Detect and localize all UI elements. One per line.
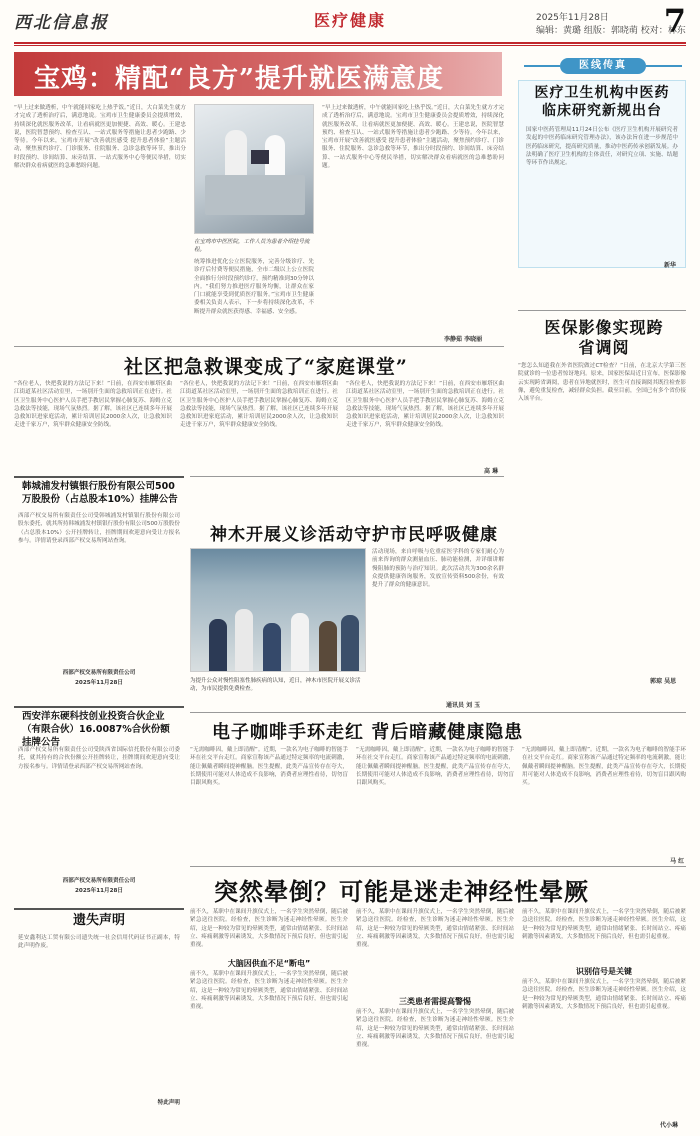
divider (14, 346, 504, 347)
story4-body-col3: “无需咖啡因，戴上即清醒”。近期，一款名为电子咖啡的智能手环在社交平台走红。商家宣称该产品通过特定频率的电流刺激，能让佩戴者瞬间提神醒脑。医生提醒，此类产品宣传存在夸大，长期使用可能对人体造成不良影响，消费者应理性看待，切勿盲目跟风购买。 (522, 747, 686, 787)
right-body-1: 国家中医药管理局11月24日公布《医疗卫生机构开展研究者发起的中医药临床研究管理办法》，该办法旨在进一步规范中医药临床研究，提高研究质量，推动中医药传承创新发展。办法明确了医疗卫生机构的主体责任，对研究立项、实施、结题等环节作出规定。 (526, 127, 678, 167)
story5-body-col2b: 前不久，某职中在课间升旗仪式上，一名学生突然晕倒，随后被紧急送往医院。经检查，医生诊断为迷走神经性晕厥。医生介绍，这是一种较为常见的晕厥类型，通常由情绪紧张、长时间站立、疼痛刺激等因素诱发，大多数情况下预后良好，但也需引起重视。 (356, 1009, 514, 1049)
photo-figure (235, 609, 253, 671)
story2-body-col1: “各位老人，快把我说的方法记下来！”日前，在西安市雁塔区曲江街道某社区活动室里，一场别开生面的急救培训正在进行。社区卫生服务中心医护人员手把手教居民掌握心肺复苏、海姆立克急救法等技能，现场气氛热烈。据了解，该社区已连续多年开展急救知识进家庭活动，累计培训居民2000余人次，让急救知识走进千家万户，筑牢群众健康安全防线。 (14, 381, 172, 429)
newspaper-logo: 西北信息报 (14, 13, 109, 33)
lead-byline: 李静茹 李晓丽 (444, 336, 483, 343)
notice-3-signature: 特此声明 (157, 1100, 180, 1106)
lead-body-col3: “早上过来做透析，中午就能回家吃上热乎饭。”近日，大白菜先生就方才完成了透析治疗后，满意地说。宝鸡市卫生健康委员会提质增效，持续深化就医服务改革，让看病就医更加便捷、高效、暖心。王建忠说，医院智慧预约、检查互认、一站式服务等措施让患者少跑路、少等待。今年以来，宝鸡市开展“改善就医感受 提升患者体验”主题活动，聚焦预约诊疗、门诊服务、住院服务、急诊急救等环节，推出分时段预约、诊间结算、床旁结算、一站式服务中心等便民举措，切实解决群众看病就医的急难愁盼问题。 (322, 105, 504, 170)
right-headline-1: 医疗卫生机构中医药临床研究新规出台 (534, 85, 670, 119)
story2-body-col2: “各位老人，快把我说的方法记下来！”日前，在西安市雁塔区曲江街道某社区活动室里，一场别开生面的急救培训正在进行。社区卫生服务中心医护人员手把手教居民掌握心肺复苏、海姆立克急救法等技能，现场气氛热烈。据了解，该社区已连续多年开展急救知识进家庭活动，累计培训居民2000余人次，让急救知识走进千家万户，筑牢群众健康安全防线。 (180, 381, 338, 429)
story4-headline: 电子咖啡手环走红 背后暗藏健康隐患 (212, 722, 524, 743)
notice-1-body: 西部产权交易所有限责任公司受韩城浦发村镇银行股份有限公司股东委托，就其所持韩城浦发村镇银行股份有限公司500万股股份（占总股本10%）公开挂牌转让，挂牌期间欢迎意向受让方报名参与。详情请登录西部产权交易所网站查询。 (18, 513, 180, 544)
photo-monitor (251, 150, 269, 164)
divider (190, 712, 686, 713)
badge-label: 医线传真 (560, 58, 646, 74)
story4-body-col1: “无需咖啡因，戴上即清醒”。近期，一款名为电子咖啡的智能手环在社交平台走红。商家宣称该产品通过特定频率的电流刺激，能让佩戴者瞬间提神醒脑。医生提醒，此类产品宣传存在夸大，长期使用可能对人体造成不良影响，消费者应理性看待，切勿盲目跟风购买。 (190, 747, 348, 787)
photo-figure (225, 130, 247, 178)
notice-1-signature: 西部产权交易所有限责任公司 (62, 670, 136, 676)
lead-body-col1: “早上过来做透析，中午就能回家吃上热乎饭。”近日，大白菜先生就方才完成了透析治疗后，满意地说。宝鸡市卫生健康委员会提质增效，持续深化就医服务改革，让看病就医更加便捷、高效、暖心。王建忠说，医院智慧预约、检查互认、一站式服务等措施让患者少跑路、少等待。今年以来，宝鸡市开展“改善就医感受 提升患者体验”主题活动，聚焦预约诊疗、门诊服务、住院服务、急诊急救等环节，推出分时段预约、诊间结算、床旁结算、一站式服务中心等便民举措，切实解决群众看病就医的急难愁盼问题。 (14, 105, 186, 170)
lead-photo-caption: 在宝鸡市中医医院，工作人员为患者介绍挂号流程。 (194, 239, 310, 253)
right-byline-1: 新华 (664, 262, 677, 269)
story5-headline: 突然晕倒？可能是迷走神经性晕厥 (214, 877, 589, 906)
photo-figure (341, 615, 359, 671)
story2-headline: 社区把急救课变成了“家庭课堂” (124, 356, 408, 378)
story5-subhead-1: 大脑因供血不足“断电” (227, 959, 311, 968)
photo-figure (209, 619, 227, 671)
story5-body-col1a: 前不久，某职中在课间升旗仪式上，一名学生突然晕倒，随后被紧急送往医院。经检查，医生诊断为迷走神经性晕厥。医生介绍，这是一种较为常见的晕厥类型，通常由情绪紧张、长时间站立、疼痛刺激等因素诱发，大多数情况下预后良好，但也需引起重视。 (190, 909, 348, 949)
lead-headline: 宝鸡：精配“良方”提升就医满意度 (34, 64, 444, 94)
notice-1-date: 2025年11月28日 (75, 680, 123, 686)
story3-byline: 通讯员 刘 玉 (446, 702, 481, 709)
right-badge (520, 56, 686, 76)
story2-body-col3: “各位老人，快把我说的方法记下来！”日前，在西安市雁塔区曲江街道某社区活动室里，一场别开生面的急救培训正在进行。社区卫生服务中心医护人员手把手教居民掌握心肺复苏、海姆立克急救法等技能，现场气氛热烈。据了解，该社区已连续多年开展急救知识进家庭活动，累计培训居民2000余人次，让急救知识走进千家万户，筑牢群众健康安全防线。 (346, 381, 504, 429)
edition-date: 2025年11月28日 (536, 13, 609, 23)
story2-byline: 高 琳 (484, 468, 499, 475)
notice-1-title: 韩城浦发村镇银行股份有限公司500万股股份（占总股本10%）挂牌公告 (22, 481, 178, 505)
story4-body-col2: “无需咖啡因，戴上即清醒”。近期，一款名为电子咖啡的智能手环在社交平台走红。商家宣称该产品通过特定频率的电流刺激，能让佩戴者瞬间提神醒脑。医生提醒，此类产品宣传存在夸大，长期使用可能对人体造成不良影响，消费者应理性看待，切勿盲目跟风购买。 (356, 747, 514, 787)
lead-headline-banner (14, 52, 502, 96)
story3-body: 活动现场，来自呼吸与危重症医学科的专家们耐心为前来咨询的群众测量血压、肺功能检测，并详细讲解慢阻肺的预防与治疗知识。此次活动共为300余名群众提供健康咨询服务，发放宣传资料500余份，有效提升了群众的健康意识。 (372, 549, 504, 589)
badge-line (524, 65, 560, 67)
story5-body-col2a: 前不久，某职中在课间升旗仪式上，一名学生突然晕倒，随后被紧急送往医院。经检查，医生诊断为迷走神经性晕厥。医生介绍，这是一种较为常见的晕厥类型，通常由情绪紧张、长时间站立、疼痛刺激等因素诱发，大多数情况下预后良好，但也需引起重视。 (356, 909, 514, 949)
notice-2-signature: 西部产权交易所有限责任公司 (62, 878, 136, 884)
story5-byline: 代小琳 (660, 1122, 679, 1129)
story5-body-col3a: 前不久，某职中在课间升旗仪式上，一名学生突然晕倒，随后被紧急送往医院。经检查，医生诊断为迷走神经性晕厥。医生介绍，这是一种较为常见的晕厥类型，通常由情绪紧张、长时间站立、疼痛刺激等因素诱发，大多数情况下预后良好，但也需引起重视。 (522, 909, 686, 940)
story5-body-col1b: 前不久，某职中在课间升旗仪式上，一名学生突然晕倒，随后被紧急送往医院。经检查，医生诊断为迷走神经性晕厥。医生介绍，这是一种较为常见的晕厥类型，通常由情绪紧张、长时间站立、疼痛刺激等因素诱发，大多数情况下预后良好，但也需引起重视。 (190, 971, 348, 1011)
divider (190, 866, 686, 867)
masthead (14, 2, 686, 40)
right-byline-2: 郭琼 吴思 (650, 678, 677, 685)
story4-byline: 马 红 (670, 858, 685, 865)
photo-counter (205, 175, 305, 215)
photo-figure (263, 623, 281, 671)
header-rule (14, 42, 686, 44)
story3-headline: 神木开展义诊活动守护市民呼吸健康 (210, 525, 498, 545)
notice-3-body: 延安鑫利达工贸有限公司遗失统一社会信用代码证书正副本，特此声明作废。 (18, 935, 180, 950)
story3-photo (190, 548, 366, 672)
story5-body-col3b: 前不久，某职中在课间升旗仪式上，一名学生突然晕倒，随后被紧急送往医院。经检查，医生诊断为迷走神经性晕厥。医生介绍，这是一种较为常见的晕厥类型，通常由情绪紧张、长时间站立、疼痛刺激等因素诱发，大多数情况下预后良好，但也需引起重视。 (522, 979, 686, 1010)
section-title: 医疗健康 (314, 11, 387, 30)
right-body-2: “您怎么知道我在外省医院做过CT检查？”日前，在北京大学第三医院就诊的一位患者惊讶地问。原来，国家医保局近日宣布，医保影像云实现跨省调阅，患者在异地就医时，医生可直接调阅其既往检查影像，避免重复检查，减轻群众负担。截至目前，全国已有多个省份接入该平台。 (518, 363, 686, 403)
divider (518, 310, 686, 311)
photo-figure (319, 621, 337, 671)
notice-2-body: 西部产权交易所有限责任公司受陕西省国际信托股份有限公司委托，就其持有的合伙份额公开挂牌转让，挂牌期间欢迎意向受让方报名参与。详情请登录西部产权交易所网站查询。 (18, 747, 180, 770)
lead-photo (194, 104, 314, 234)
divider (190, 476, 504, 477)
page-number: 7 (663, 2, 686, 40)
editor-credits: 编辑：黄璐 组版：郭晓萌 校对：林东 (536, 26, 686, 36)
notice-2-title: 西安洋东硬科技创业投资合伙企业（有限合伙）16.0087%合伙份额挂牌公告 (22, 711, 170, 748)
right-headline-2: 医保影像实现跨省调阅 (544, 318, 664, 357)
story3-photo-caption: 为提升公众对慢性阻塞性肺疾病的认知，近日，神木市医院开展义诊活动，为市民提供免费检查。 (190, 678, 361, 692)
badge-line (646, 65, 682, 67)
lead-body-col2: 统筹推进优化公立医院服务，完善分级诊疗、先诊疗后付费等便民措施，全市二级以上公立医院全面推行分时段预约诊疗，预约精准到30分钟以内。“我们努力推进医疗服务均衡，让群众在家门口就能享受到优质医疗服务。”宝鸡市卫生健康委相关负责人表示，下一步将持续深化改革，不断提升群众就医获得感、幸福感、安全感。 (194, 259, 314, 315)
story5-subhead-3: 识别信号是关键 (576, 967, 632, 976)
notice-2-date: 2025年11月28日 (75, 888, 123, 894)
story5-subhead-2: 三类患者需提高警惕 (399, 997, 471, 1006)
header-rule-thin (14, 45, 686, 46)
notice-3-title: 遗失声明 (72, 913, 125, 928)
photo-figure (291, 613, 309, 671)
